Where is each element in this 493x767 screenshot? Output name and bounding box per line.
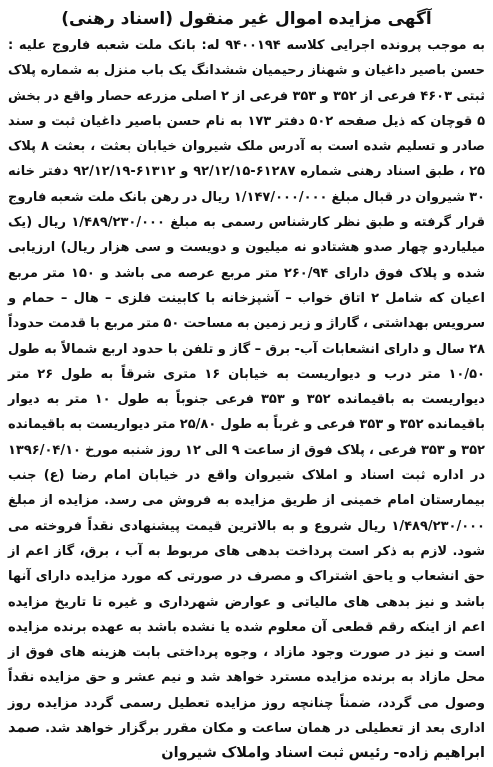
- notice-title: آگهی مزایده اموال غیر منقول (اسناد رهنی): [61, 9, 432, 29]
- notice-signature: صمد ابراهیم زاده- رئیس ثبت اسناد واملاک شیروان: [8, 720, 485, 762]
- notice-body-text: به موجب پرونده اجرایی کلاسه ۹۴۰۰۱۹۴ له: بانک ملت شعبه فاروج علیه : حسن باصیر داغیان و شهناز رحیمیان ششدانگ یک باب منزل به شماره پلاک ثبتی ۴۶۰۳ فرعی از ۳۵۲ و ۳۵۳ فرعی از ۲ اصلی مزرعه حصار واقع در بخش ۵ قوچان که ذیل صفحه ۵۰۲ دفتر ۱۷۳ به نام حسن باصیر داغیان ثبت و سند صادر و تسلیم شده است به آدرس ملک شیروان خیابان بعثت ، بعثت ۸ پلاک ۲۵ ، طبق اسناد رهنی شماره ۶۱۲۸۷-۹۲/۱۲/۱۵ و ۶۱۳۱۲-۹۲/۱۲/۱۹ دفتر خانه ۳۰ شیروان در قبال مبلغ ۱/۱۴۷/۰۰۰/۰۰۰ ریال در رهن بانک ملت شعبه فاروج قرار گرفته و طبق نظر کارشناس رسمی به مبلغ ۱/۴۸۹/۲۳۰/۰۰۰ ریال (یک میلیاردو چهار صدو هشتادو نه میلیون و دویست و سی هزار ریال) ارزیابی شده و پلاک فوق دارای ۲۶۰/۹۴ متر مربع عرصه می باشد و ۱۵۰ متر مربع اعیان که شامل ۲ اتاق خواب – آشپزخانه با کابینت فلزی – هال – حمام و سرویس بهداشتی ، گاراژ و زیر زمین به مساحت ۵۰ متر مربع با قدمت حدوداً ۲۸ سال و دارای انشعابات آب- برق – گاز و تلفن با حدود اربع شمالاً به طول ۱۰/۵۰ متر درب و دیواریست به خیابان ۱۶ متری شرقاً به طول ۲۶ متر دیواریست به باقیمانده ۳۵۲ و ۳۵۳ فرعی جنوباً به طول ۱۰ متر به دیوار باقیمانده ۳۵۲ و ۳۵۳ فرعی و غرباً به طول ۲۵/۸۰ متر دیواریست به باقیمانده ۳۵۲ و ۳۵۳ فرعی ، پلاک فوق از ساعت ۹ الی ۱۲ روز شنبه مورخ ۱۳۹۶/۰۴/۱۰ در اداره ثبت اسناد و املاک شیروان واقع در خیابان امام رضا (ع) جنب بیمارستان امام خمینی از طریق مزایده به فروش می رسد. مزایده از مبلغ ۱/۴۸۹/۲۳۰/۰۰۰ ریال شروع و به بالاترین قیمت پیشنهادی نقداً فروخته می شود. لازم به ذکر است پرداخت بدهی های مربوط به آب ، برق، گاز اعم از حق انشعاب و یاحق اشتراک و مصرف در صورتی که مورد مزایده دارای آنها باشد و نیز بدهی های مالیاتی و عوارض شهرداری و غیره تا تاریخ مزایده اعم از اینکه رقم قطعی آن معلوم شده یا نشده باشد به عهده برنده مزایده است و نیز در صورت وجود مازاد ، وجوه پرداختی بابت هزینه های فوق از محل مازاد به برنده مزایده مسترد خواهد شد و نیم عشر و حق مزایده نقداً وصول می گردد، ضمناً چنانچه روز مزایده تعطیل رسمی گردد مزایده روز اداری بعد از تعطیلی در همان ساعت و مکان مقرر برگزار خواهد شد.: [8, 38, 485, 737]
- notice-body: [8, 33, 485, 767]
